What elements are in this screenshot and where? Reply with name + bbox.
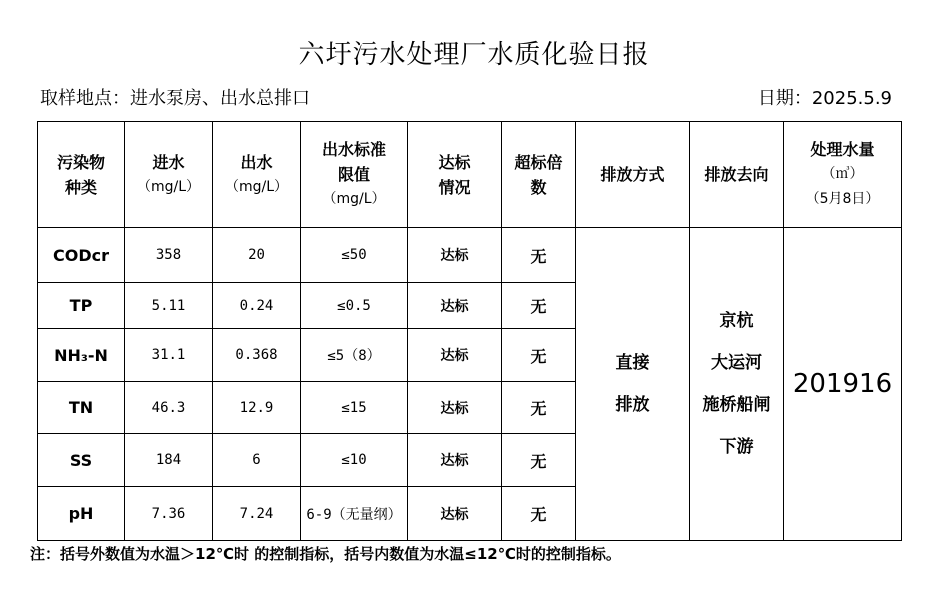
exceed-value: 无 (502, 228, 576, 283)
header-inflow: 进水 （mg/L） (125, 122, 213, 228)
exceed-value: 无 (502, 283, 576, 329)
exceed-value: 无 (502, 487, 576, 541)
limit-value: ≤0.5 (301, 283, 408, 329)
outflow-value: 7.24 (213, 487, 301, 541)
report-title: 六圩污水处理厂水质化验日报 (298, 40, 650, 70)
inflow-value: 5.11 (125, 283, 213, 329)
water-quality-table (37, 121, 902, 541)
status-value: 达标 (408, 434, 502, 487)
report-date: 日期：2025.5.9 (757, 88, 892, 109)
inflow-value: 184 (125, 434, 213, 487)
table-row (38, 228, 902, 283)
outflow-value: 12.9 (213, 382, 301, 434)
header-volume: 处理水量 （㎥） （5月8日） (784, 122, 902, 228)
status-value: 达标 (408, 329, 502, 382)
header-status: 达标 情况 (408, 122, 502, 228)
sampling-location: 取样地点：进水泵房、出水总排口 (40, 88, 310, 109)
status-value: 达标 (408, 228, 502, 283)
pollutant-name: TN (38, 382, 125, 434)
discharge-direction: 京杭 大运河 施桥船闸 下游 (690, 228, 784, 541)
header-row (38, 122, 902, 228)
exceed-value: 无 (502, 434, 576, 487)
inflow-value: 7.36 (125, 487, 213, 541)
pollutant-name: CODcr (38, 228, 125, 283)
limit-value: ≤15 (301, 382, 408, 434)
exceed-value: 无 (502, 329, 576, 382)
pollutant-name: TP (38, 283, 125, 329)
pollutant-name: SS (38, 434, 125, 487)
status-value: 达标 (408, 487, 502, 541)
treated-volume: 201916 (784, 228, 902, 541)
pollutant-name: NH₃-N (38, 329, 125, 382)
outflow-value: 6 (213, 434, 301, 487)
limit-value: 6-9（无量纲） (301, 487, 408, 541)
outflow-value: 20 (213, 228, 301, 283)
limit-value: ≤50 (301, 228, 408, 283)
status-value: 达标 (408, 382, 502, 434)
inflow-value: 31.1 (125, 329, 213, 382)
header-exceed: 超标倍 数 (502, 122, 576, 228)
inflow-value: 358 (125, 228, 213, 283)
header-pollutant: 污染物 种类 (38, 122, 125, 228)
header-limit: 出水标准 限值 （mg/L） (301, 122, 408, 228)
discharge-method: 直接 排放 (576, 228, 690, 541)
header-outflow: 出水 （mg/L） (213, 122, 301, 228)
header-method: 排放方式 (576, 122, 690, 228)
footnote: 注：括号外数值为水温＞12℃时 的控制指标，括号内数值为水温≤12℃时的控制指标。 (30, 545, 621, 563)
pollutant-name: pH (38, 487, 125, 541)
status-value: 达标 (408, 283, 502, 329)
limit-value: ≤10 (301, 434, 408, 487)
header-direction: 排放去向 (690, 122, 784, 228)
outflow-value: 0.368 (213, 329, 301, 382)
outflow-value: 0.24 (213, 283, 301, 329)
inflow-value: 46.3 (125, 382, 213, 434)
exceed-value: 无 (502, 382, 576, 434)
limit-value: ≤5（8） (301, 329, 408, 382)
